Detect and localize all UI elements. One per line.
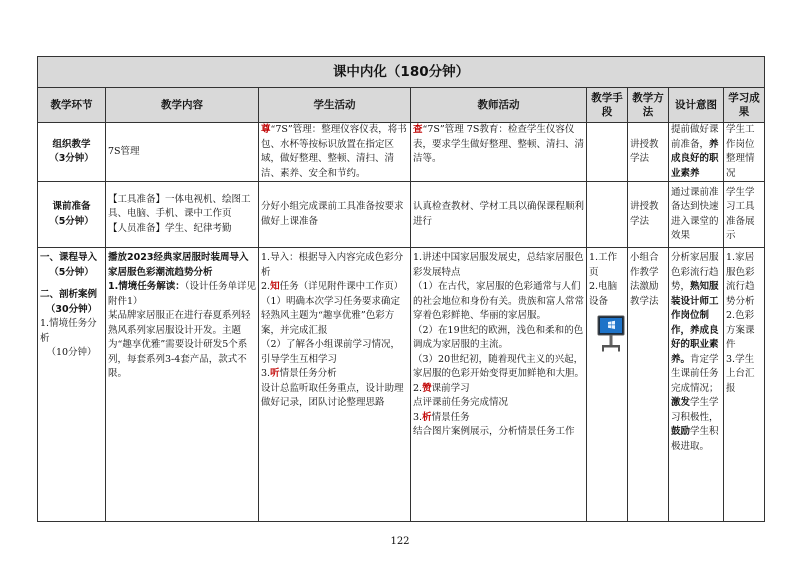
- page-number: 122: [390, 536, 410, 547]
- teacher-cell: 1.讲述中国家居服发展史，总结家居服色彩发展特点 （1）在古代，家居服的色彩通常与人们的社会地位和身份有关。贵族和富人常常穿着色彩鲜艳、华丽的家居服。 （2）在19世纪的欧洲，浅色和柔和的色调成为家居服的主流。 （3）20世纪初，随着现代主义的兴起，家居服的色彩开始变得更加鲜艳和大胆。 2.赞课前学习 点评课前任务完成情况 3.析情景任务 结合图片案例展示，分析情景任务工作: [411, 248, 587, 522]
- result-cell: 学生工作岗位整理情况: [724, 123, 765, 182]
- header-method: 教学方法: [628, 88, 669, 123]
- smart-tv-icon: [597, 315, 625, 353]
- header-intent: 设计意图: [669, 88, 724, 123]
- method-cell: 讲授教学法: [628, 123, 669, 182]
- header-row: [38, 88, 765, 123]
- header-means: 教学手段: [587, 88, 628, 123]
- header-teacher: 教师活动: [411, 88, 587, 123]
- stage-cell: 一、课程导入 （5分钟） 二、剖析案例 （30分钟） 1.情境任务分析 （10分钟）: [38, 248, 106, 522]
- content-cell: 【工具准备】一体电视机、绘图工具、电脑、手机、课中工作页 【人员准备】学生、纪律考勤: [106, 182, 259, 248]
- result-cell: 1.家居服色彩流行趋势分析 2.色彩方案课件 3.学生上台汇报: [724, 248, 765, 522]
- header-student: 学生活动: [259, 88, 411, 123]
- header-stage: 教学环节: [38, 88, 106, 123]
- stage-cell: 课前准备 （5分钟）: [38, 182, 106, 248]
- means-cell: [587, 123, 628, 182]
- intent-cell: 通过课前准备达到快速进入课堂的效果: [669, 182, 724, 248]
- means-cell: 1.工作页 2.电脑设备: [587, 248, 628, 522]
- result-cell: 学生学习工具准备展示: [724, 182, 765, 248]
- content-cell: 7S管理: [106, 123, 259, 182]
- means-cell: [587, 182, 628, 248]
- method-cell: 小组合作教学法激励教学法: [628, 248, 669, 522]
- student-cell: 尊“7S”管理：整理仪容仪表，将书包、水杯等按标识放置在指定区域，做好整理、整顿、清扫、清洁、素养、安全和节约。: [259, 123, 411, 182]
- section-title: 课中内化（180分钟）: [38, 57, 765, 88]
- stage-cell: 组织教学 （3分钟）: [38, 123, 106, 182]
- teacher-cell: 认真检查教材、学材工具以确保课程顺利进行: [411, 182, 587, 248]
- intent-cell: 提前做好课前准备，养成良好的职业素养: [669, 123, 724, 182]
- student-cell: 1.导入：根据导入内容完成色彩分析 2.知任务（详见附件课中工作页） （1）明确本次学习任务要求确定轻熟风主题为“趣享优雅”色彩方案，并完成汇报 （2）了解各小组课前学习情况，引导学生互相学习 3.听情景任务分析 设计总监听取任务重点，设计助理做好记录，团队讨论整理思路: [259, 248, 411, 522]
- intent-cell: 分析家居服色彩流行趋势，熟知服装设计师工作岗位制作，养成良好的职业素养。肯定学生课前任务完成情况；激发学生学习积极性，鼓励学生积极进取。: [669, 248, 724, 522]
- table-row: [38, 248, 765, 522]
- student-cell: 分好小组完成课前工具准备按要求做好上课准备: [259, 182, 411, 248]
- method-cell: 讲授教学法: [628, 182, 669, 248]
- teacher-cell: 查“7S”管理 7S教育：检查学生仪容仪表，要求学生做好整理、整顿、清扫、清洁等。: [411, 123, 587, 182]
- lesson-plan-table: [37, 56, 765, 522]
- table-row: [38, 123, 765, 182]
- content-cell: 播放2023经典家居服时装周导入家居服色彩潮流趋势分析 1.情境任务解读：（设计任务单详见附件1） 某品牌家居服正在进行春夏系列轻熟风系列家居服设计开发。主题为“趣享优雅”需要设计研发5个系列，每套系列3-4套产品，款式不限。: [106, 248, 259, 522]
- header-result: 学习成果: [724, 88, 765, 123]
- table-row: [38, 182, 765, 248]
- header-content: 教学内容: [106, 88, 259, 123]
